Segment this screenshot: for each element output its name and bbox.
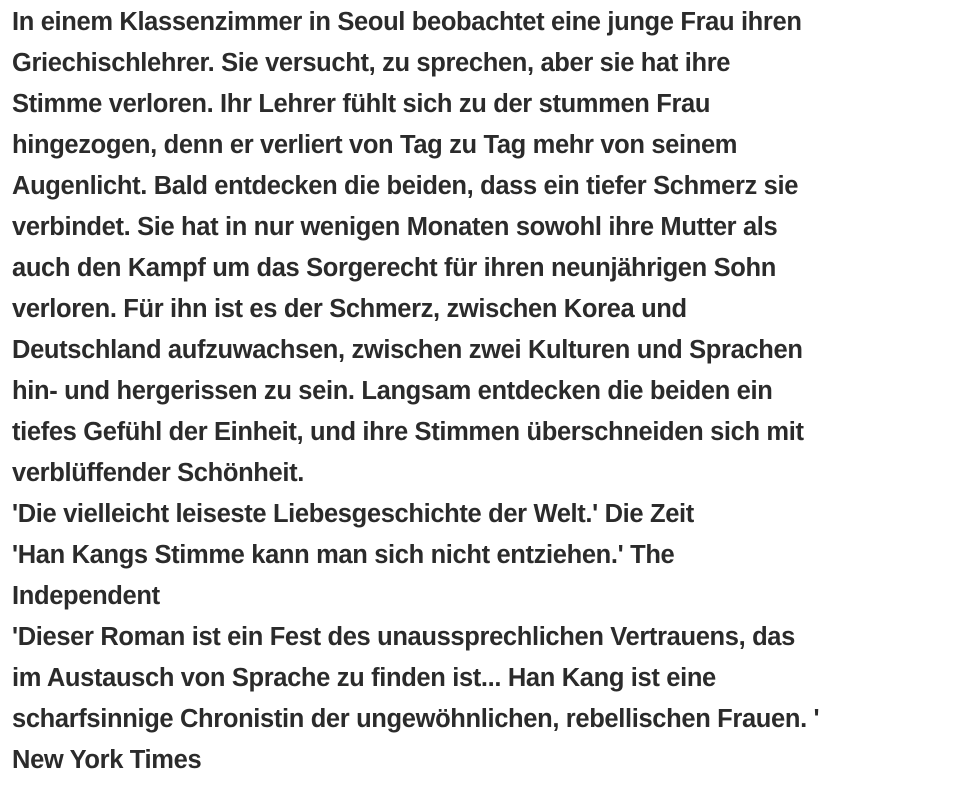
quote-line: 'Han Kangs Stimme kann man sich nicht entziehen.' The (12, 541, 675, 569)
quote-line: 'Dieser Roman ist ein Fest des unaussprechlichen Vertrauens, das (12, 623, 795, 651)
quote-line: scharfsinnige Chronistin der ungewöhnlichen, rebellischen Frauen. ' (12, 705, 820, 733)
description-line: auch den Kampf um das Sorgerecht für ihren neunjährigen Sohn (12, 254, 776, 282)
book-description (12, 2, 967, 781)
description-line: hin- und hergerissen zu sein. Langsam entdecken die beiden ein (12, 377, 773, 405)
description-line: In einem Klassenzimmer in Seoul beobachtet eine junge Frau ihren (12, 8, 802, 36)
description-line: verloren. Für ihn ist es der Schmerz, zwischen Korea und (12, 295, 687, 323)
quote-line: 'Die vielleicht leiseste Liebesgeschichte der Welt.' Die Zeit (12, 500, 694, 528)
description-line: tiefes Gefühl der Einheit, und ihre Stimmen überschneiden sich mit (12, 418, 804, 446)
quote-line: im Austausch von Sprache zu finden ist... Han Kang ist eine (12, 664, 716, 692)
description-line: verbindet. Sie hat in nur wenigen Monaten sowohl ihre Mutter als (12, 213, 778, 241)
description-line: Deutschland aufzuwachsen, zwischen zwei Kulturen und Sprachen (12, 336, 803, 364)
description-line: hingezogen, denn er verliert von Tag zu Tag mehr von seinem (12, 131, 738, 159)
quote-source: New York Times (12, 746, 202, 774)
description-line: Griechischlehrer. Sie versucht, zu sprechen, aber sie hat ihre (12, 49, 731, 77)
description-line: Augenlicht. Bald entdecken die beiden, dass ein tiefer Schmerz sie (12, 172, 799, 200)
quote-source: Independent (12, 582, 160, 610)
description-line: Stimme verloren. Ihr Lehrer fühlt sich zu der stummen Frau (12, 90, 711, 118)
description-line: verblüffender Schönheit. (12, 459, 304, 487)
